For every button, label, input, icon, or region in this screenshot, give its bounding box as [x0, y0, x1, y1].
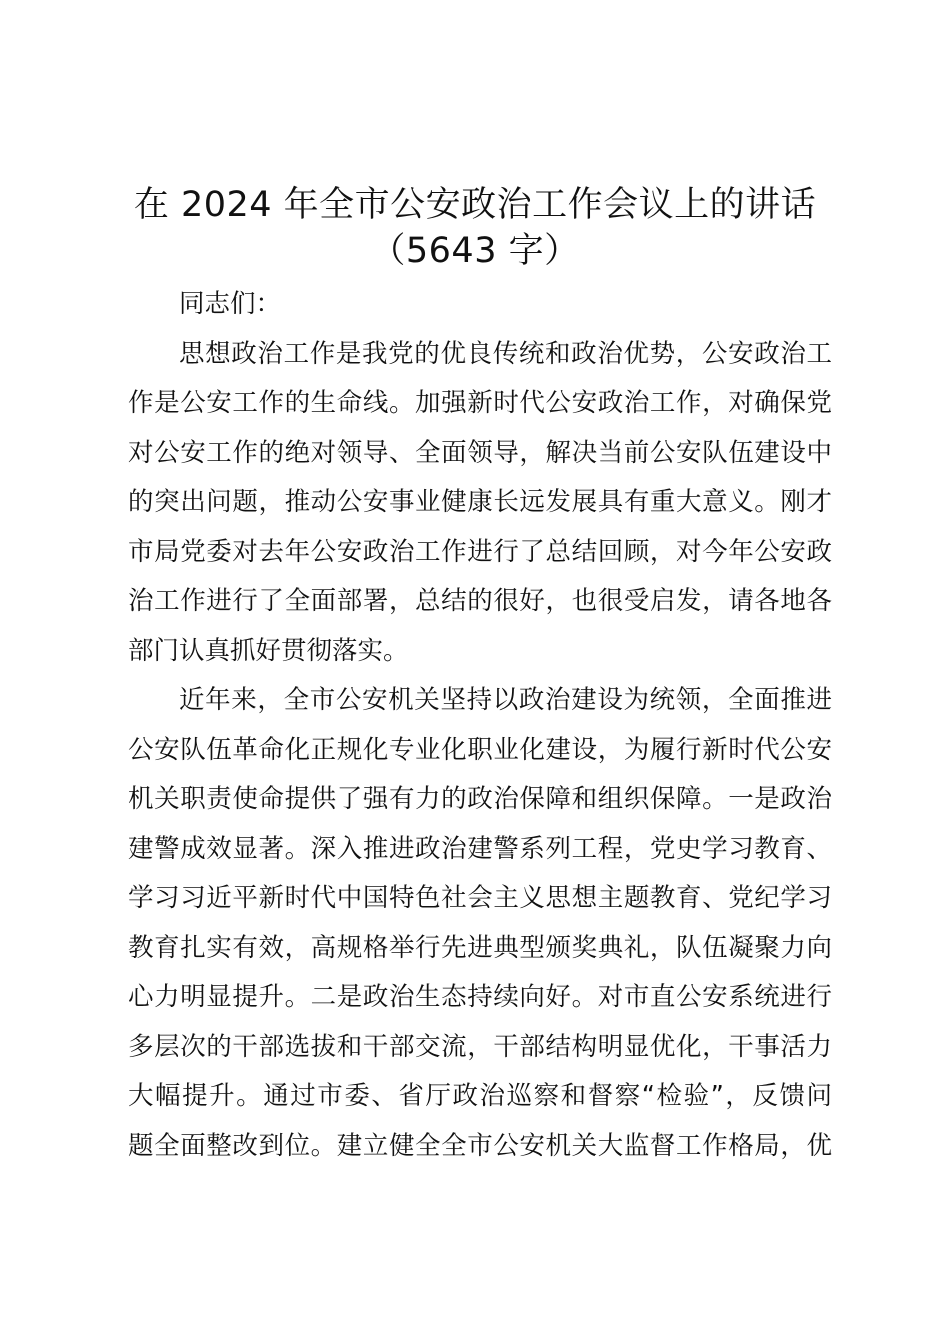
paragraph-line: 思想政治工作是我党的优良传统和政治优势，公安政治工 — [179, 338, 832, 369]
paragraph-line: 市局党委对去年公安政治工作进行了总结回顾，对今年公安政 — [128, 536, 832, 567]
paragraph-line: 治工作进行了全面部署，总结的很好，也很受启发，请各地各 — [128, 586, 832, 616]
paragraph-2 — [128, 676, 832, 1171]
paragraph-line: 大幅提升。通过市委、省厅政治巡察和督察“检验”，反馈问 — [128, 1081, 832, 1111]
paragraph-line: 心力明显提升。二是政治生态持续向好。对市直公安系统进行 — [128, 982, 832, 1012]
document-title — [110, 182, 840, 274]
paragraph-line: 学习习近平新时代中国特色社会主义思想主题教育、党纪学习 — [128, 883, 832, 913]
paragraph-line: 公安队伍革命化正规化专业化职业化建设，为履行新时代公安 — [128, 734, 832, 765]
paragraph-line: 部门认真抓好贯彻落实。 — [128, 635, 409, 666]
paragraph-line: 教育扎实有效，高规格举行先进典型颁奖典礼，队伍凝聚力向 — [128, 932, 832, 963]
title-line-1: 在 2024 年全市公安政治工作会议上的讲话 — [133, 185, 817, 225]
document-body — [128, 280, 832, 1171]
paragraph-line: 作是公安工作的生命线。加强新时代公安政治工作，对确保党 — [128, 388, 832, 418]
paragraph-1 — [128, 330, 832, 677]
paragraph-line: 多层次的干部选拔和干部交流，干部结构明显优化，干事活力 — [128, 1031, 832, 1062]
paragraph-line: 机关职责使命提供了强有力的政治保障和组织保障。一是政治 — [128, 784, 832, 814]
salutation: 同志们： — [179, 289, 282, 319]
title-line-2: （5643 字） — [370, 231, 580, 271]
paragraph-line: 对公安工作的绝对领导、全面领导，解决当前公安队伍建设中 — [128, 437, 832, 468]
paragraph-line: 题全面整改到位。建立健全全市公安机关大监督工作格局，优 — [128, 1130, 832, 1161]
paragraph-line: 建警成效显著。深入推进政治建警系列工程，党史学习教育、 — [128, 833, 832, 864]
paragraph-line: 的突出问题，推动公安事业健康长远发展具有重大意义。刚才 — [128, 487, 832, 517]
paragraph-line: 近年来，全市公安机关坚持以政治建设为统领，全面推进 — [179, 685, 832, 715]
